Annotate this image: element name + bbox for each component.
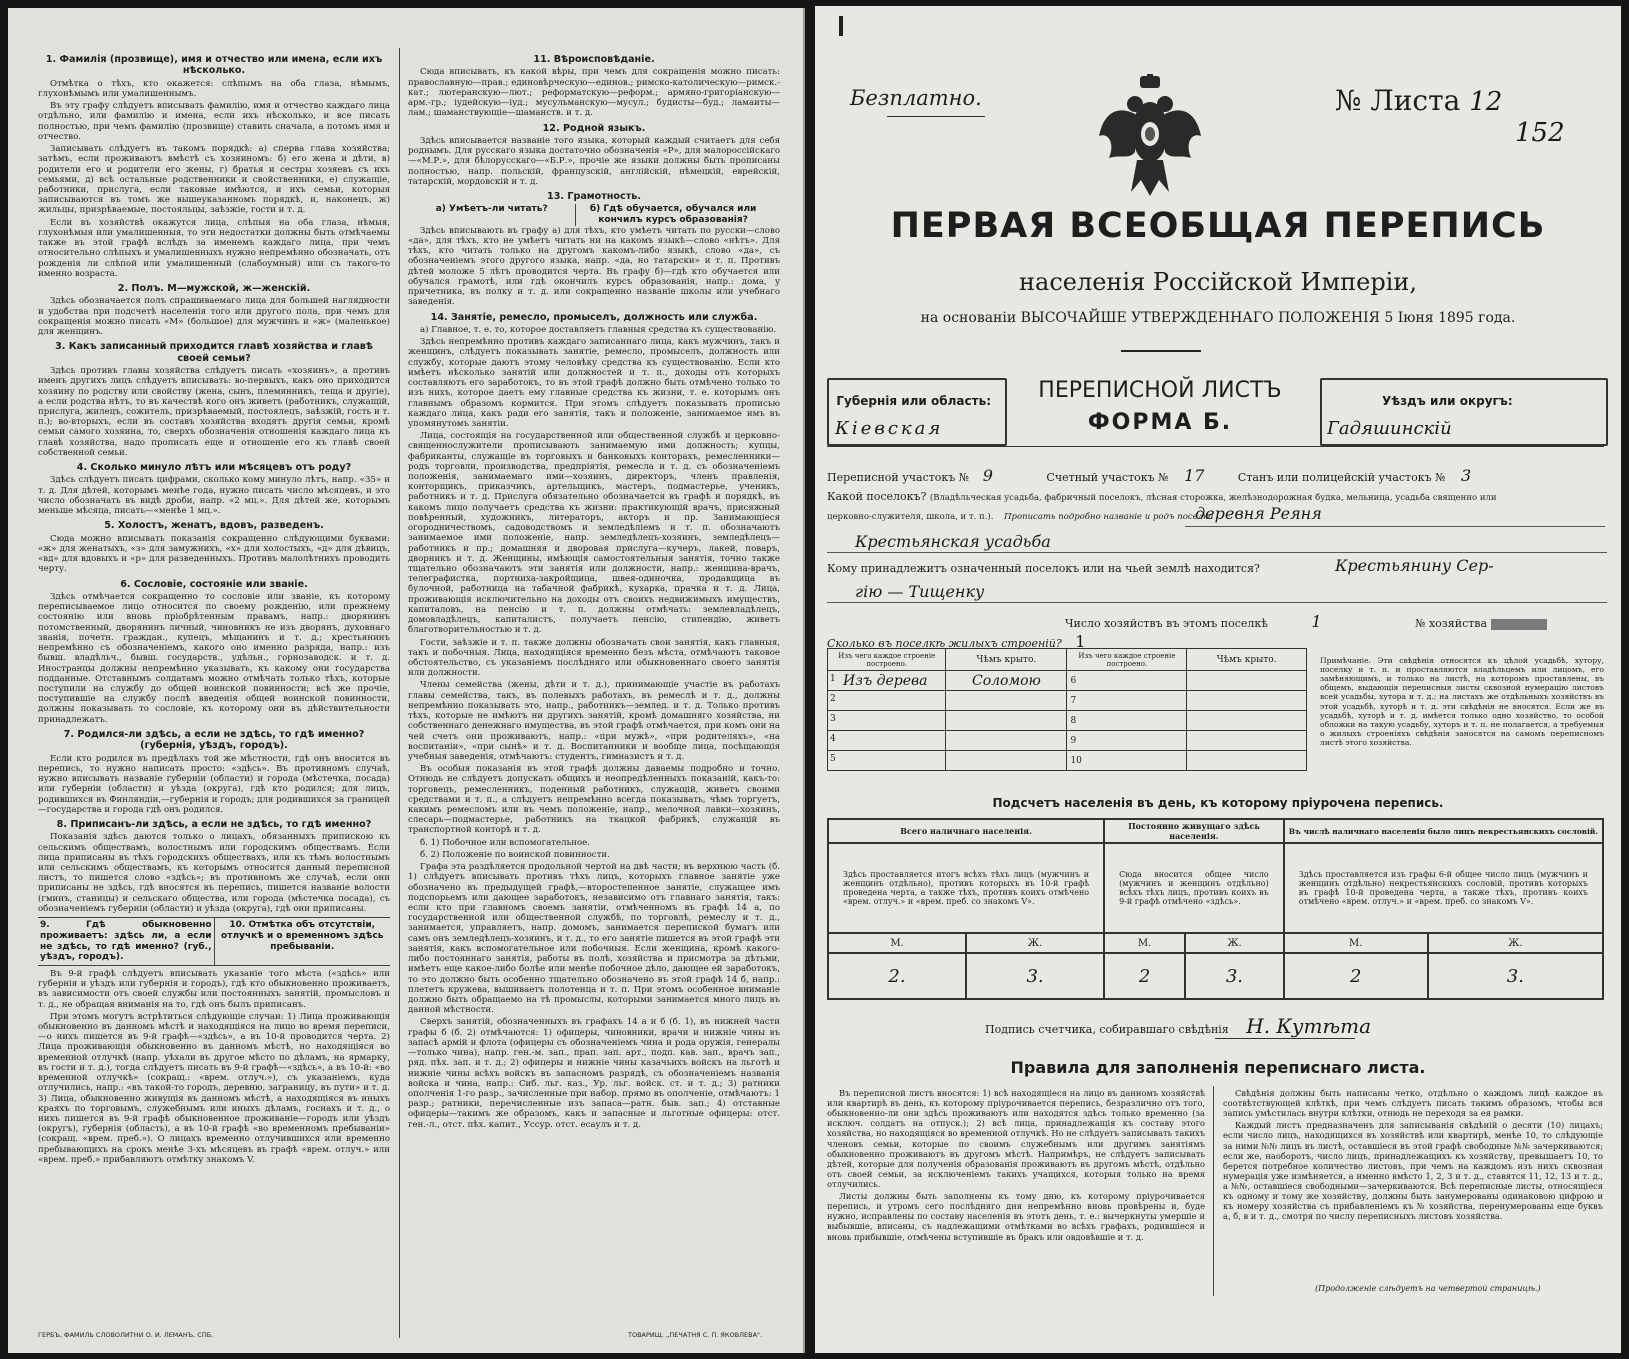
building-material: [828, 751, 946, 771]
rules-paragraph: Свѣдѣнія должны быть написаны четко, отдѣльно о каждомъ лицѣ каждое въ соотвѣтствующей клѣткѣ, при чемъ слѣдуетъ писать такимъ образомъ, чтобы вся запись умѣстилась внутри клѣтки, отнюдь не переходя за ея рамки.: [1223, 1088, 1603, 1119]
instruction-paragraph: Лица, состоящія на государственной или общественной службѣ и церковно-священнослужители прописывають занимаемую ими должность; купцы, фабриканты, служащіе въ торговыхъ и банковыхъ конторахъ, ремесленники—родъ торговли, производства, предпріятія, ремесла и т. д. съ обозначеніемъ положенія, занимаемаго ими—хозяинъ, директоръ, членъ правленія, конторщикъ, приказчикъ, артельщикъ, мастеръ, подмастерье, ученикъ, работникъ и т. д. Прислуга обязательно обозначается въ графѣ и порядкѣ, въ какомъ лицо получаетъ средства къ жизни: практикующій врачъ, присяжный повѣренный, художникъ, литераторъ, акторъ и пр. Занимающіеся огородничествомъ, садоводствомъ и земледѣліемъ и т. п. обозначаютъ занимаемое ими положеніе, напр. земледѣлецъ-хозяинъ, земледѣлецъ—работникъ и пр.; домашняя и дворовая прислуга—кучеръ, лакей, поваръ, дворникъ и т. д. Женщины, имѣющія самостоятельныя занятія, точно также тщательно обозначаютъ эти занятія или должности, напр.: женщина-врачъ, телеграфистка, портниха-закройщица, швея-одиночка, продавщица въ булочной, работница на табачной фабрикѣ, кухарка, прачка и т. д. Лица, проживающія исключительно на доходы отъ своихъ недвижимыхъ имуществъ, капиталовъ, на пенсію и т. п. должны отмѣчать: землевладѣлецъ, домовладѣлецъ, капиталистъ, получаетъ пенсію, стипендію, живетъ благотворительностью и т. д.: [408, 431, 780, 636]
instruction-paragraph: Сверхъ занятій, обозначенныхъ въ графахъ 14 а и б (б. 1), въ нижней части графы б (б. 2) отмѣчаются: 1) офицеры, чиновники, врачи и нижніе чины въ запасѣ армій и флота (офицеры съ обозначеніемъ чина и рода оружія, генералы—только чина), напр. ген.-м. зап., прап. зап. арт., подп. кав. зап., врачъ зап., ряд. пѣх. зап. и т. д.; 2) офицеры и нижніе чины казачьихъ войскъ на льготѣ и нижніе чины всѣхъ войскъ въ запасномъ разрядѣ, съ обозначеніемъ названія войска и чина, напр.: Сиб. льг. каз., Ур. льг. войск. ст. и т. д.; 3) ратники ополченія 1-го разр., зачисленные при набор. прямо въ ополченіе, отмѣчаютъ: 1 разр.; ратники, перечисленные изъ запаса—ратн. быв. зап.; 4) отставные офицеры—такимъ же образомъ, какъ и запасные и льготные офицеры: отст. ген.-л., отст. пѣх. капит., Уссур. отст. есаулъ и т. д.: [408, 1017, 780, 1130]
imprint-right: ТОВАРИЩ. „ПЕЧАТНЯ С. П. ЯКОВЛЕВА".: [628, 1331, 763, 1339]
hh-row: [1065, 612, 1547, 631]
building-material-2: [1067, 731, 1187, 751]
section-heading: 3. Какъ записанный приходится главѣ хозяйства и главѣ своей семьи?: [55, 341, 373, 364]
building-roof-value: [946, 731, 1067, 751]
instruction-paragraph: Здѣсь противъ главы хозяйства слѣдуетъ писать «хозяинъ», а противъ именъ другихъ лицъ слѣдуетъ вписывать: во-первыхъ, какъ оно приходится хозяину по родству или свойству (жена, сынъ, племянникъ, теща и другіе), а если родства нѣтъ, то въ качествѣ кого онъ живетъ (работникъ, служащій, прислуга, жилецъ, сожитель, призрѣваемый, постоялецъ, заѣзжій, гость и т. п.); во-вторыхъ, если въ составъ хозяйства входятъ другія семьи, кромѣ семьи самого хозяина, то, сверхъ обозначенія отношенія каждаго лица къ главѣ хозяйства, надо прописать еще и отношеніе его къ главѣ своей собственной семьи.: [38, 366, 390, 458]
literacy-question-b: б) Гдѣ обучается, обучался или кончилъ курсъ образованія?: [575, 204, 769, 225]
pop-desc-noncrest: Здѣсь проставляется изъ графы 6-й общее число лицъ (мужчинъ и женщинъ отдѣльно) некрестьянскихъ сословій, противъ которыхъ въ графѣ 10-й проведена черта, а также тѣхъ, противъ коихъ отмѣчено «врем. отлуч.» и «врем. преб. со знакомъ V».: [1284, 843, 1603, 933]
uchastok-value: 9: [982, 466, 993, 485]
uchastok-label: Переписной участокъ №: [827, 471, 970, 484]
signature-label: Подпись счетчика, собиравшаго свѣдѣнія: [985, 1023, 1229, 1036]
schetny-value: 17: [1184, 466, 1205, 485]
free-label: Безплатно.: [850, 86, 982, 110]
building-roof-value: [946, 751, 1067, 771]
instruction-paragraph: Здѣсь слѣдуетъ писать цифрами, сколько кому минуло лѣтъ, напр. «35» и т. д. Для дѣтей, которымъ менѣе года, нужно писать число мѣсяцевъ, и это число обозначать въ видѣ дроби, напр. «2 мц.». Для дѣтей же, которымъ меньше мѣсяца, писать—«менѣе 1 мц.».: [38, 475, 390, 517]
poselok-value-2: Крестьянская усадьба: [855, 532, 1051, 551]
section-heading: 1. Фамилія (прозвище), имя и отчество или имена, если ихъ нѣсколько.: [45, 54, 383, 77]
pop-desc-resident: Сюда вносится общее число (мужчинъ и женщинъ отдѣльно) всѣхъ тѣхъ лицъ, противъ коихъ въ 9-й графѣ отмѣчено «здѣсь».: [1104, 843, 1284, 933]
section-heading: 8. Приписанъ-ли здѣсь, а если не здѣсь, то гдѣ именно?: [56, 818, 372, 830]
form-title: ПЕРВАЯ ВСЕОБЩАЯ ПЕРЕПИСЬ: [890, 206, 1546, 246]
section-heading: 2. Полъ. М—мужской, ж—женскій.: [117, 282, 311, 294]
pop-col-resident: Постоянно живущаго здѣсь населенія.: [1104, 819, 1284, 843]
instruction-paragraph: а) Главное, т. е. то, которое доставляетъ главныя средства къ существованію.: [420, 324, 777, 335]
list-title: ПЕРЕПИСНОЙ ЛИСТЪ: [1038, 378, 1282, 403]
building-row: [828, 711, 1307, 731]
instruction-paragraph: Сюда можно вписывать показанія сокращенно слѣдующими буквами: «ж» для женатыхъ, «з» для замужнихъ, «х» для холостыхъ, «д» для дѣвицъ, «вд» для вдовыхъ и «р» для разведенныхъ. Противъ малолѣтнихъ проводить черту.: [38, 533, 390, 575]
instruction-paragraph: При этомъ могутъ встрѣтиться слѣдующіе случаи: 1) Лица проживающія обыкновенно въ данномъ мѣстѣ и находящіяся на лицо во время переписи,—о нихъ пишется въ 9-й графѣ—«здѣсь», а въ 10-й проводится черта. 2) Лица проживающія обыкновенно въ данномъ мѣстѣ, но находящіяся во временной отлучкѣ (напр. уѣхали въ другое мѣсто по дѣламъ, на ярмарку, въ гости и т. д.), тогда слѣдуетъ писать въ 9-й графѣ—«здѣсь», а въ 10-й: «во временной отлучкѣ» (сокращ.: «врем. отлуч.»), съ указаніемъ, куда отлучились, напр.: «въ такой-то городъ, деревню, заграницу, въ пути» и т. д. 3) Лица, обыкновенно живущія въ данномъ мѣстѣ, а находящіяся въ иныхъ краяхъ по торговымъ, служебнымъ или иныхъ дѣламъ, госнахъ и т. д., о нихъ пишется въ 9-й графѣ обыкновенное проживаніе—городъ или уѣздъ (округъ), губернія (область), а въ 10-й графѣ «во временномъ пребываніи» (сокращ. «врем. преб.»). О лицахъ временно отлучившихся или временно пребывающихъ на срокъ менѣе 3-хъ мѣсяцевъ въ графѣ «врем. отлуч.» или «врем. преб.» прибавляютъ отмѣтку знакомъ V.: [38, 1011, 390, 1165]
building-roof-2: [1187, 751, 1307, 771]
building-number-2: 10: [1070, 755, 1082, 766]
pop-col-present: Всего наличнаго населенія.: [828, 819, 1104, 843]
section-heading: 4. Сколько минуло лѣтъ или мѣсяцевъ отъ роду?: [76, 462, 352, 474]
underline: [1185, 526, 1605, 527]
pop-m-1: М.: [828, 933, 966, 953]
hh-number-redacted: [1491, 619, 1547, 630]
building-roof-value: Соломою: [946, 671, 1067, 691]
pop-f-2: Ж.: [1185, 933, 1284, 953]
poselok-label: Какой поселокъ?: [827, 490, 927, 503]
building-number: 4: [830, 734, 836, 744]
building-roof-value: [946, 691, 1067, 711]
building-number: 2: [830, 694, 836, 704]
binding-mark: [839, 16, 843, 36]
rules-column-left: [827, 1088, 1205, 1244]
poselok-row: [827, 490, 1607, 503]
building-roof-2: [1187, 711, 1307, 731]
pop-value-resident-f: 3.: [1185, 953, 1284, 999]
section-heading: 12. Родной языкъ.: [542, 122, 646, 134]
building-number-2: 6: [1070, 675, 1077, 686]
building-material-2: [1067, 711, 1187, 731]
building-roof-value: [946, 711, 1067, 731]
rules-continued: (Продолженіе слѣдуетъ на четвертой страницѣ.): [1315, 1284, 1541, 1293]
owner-value-1: Крестьянину Сер-: [1335, 556, 1494, 575]
poselok-hint: (Владѣльческая усадьба, фабричный поселокъ, лѣсная сторожка, желѣзнодорожная будка, мельница, усадьба священно или: [929, 493, 1497, 503]
owner-label: Кому принадлежитъ означенный поселокъ или на чьей землѣ находится?: [827, 562, 1260, 575]
imperial-eagle-emblem: [1095, 74, 1205, 202]
instructions-column-b: [408, 50, 780, 1132]
population-title: Подсчетъ населенія въ день, къ которому пріурочена перепись.: [992, 796, 1444, 810]
section-heading: 7. Родился-ли здѣсь, а если не здѣсь, то гдѣ именно? (губернія, уѣздъ, городъ).: [63, 728, 365, 752]
instruction-paragraph: Показанія здѣсь даются только о лицахъ, обязанныхъ припискою къ сельскимъ обществамъ, волостнымъ или городскимъ обществамъ. Если лица приписаны въ тѣхъ городскихъ обществахъ, или къ тѣмъ волостнымъ или сельскимъ обществамъ, къ которымъ относится данный переписной листъ, то пишется слово «здѣсь»; въ противномъ же случаѣ, если они приписаны не здѣсь, гдѣ вносятся въ перепись, пишется названіе волости (гминъ, станицы) и сельскаго общества, или города (мѣстечка посада), съ обозначеніемъ губерніи (области) и уѣзда (округа), гдѣ они приписаны.: [38, 832, 390, 914]
bld-col-material: Изъ чего каждое строеніе построено.: [828, 649, 946, 671]
rules-paragraph: Листы должны быть заполнены къ тому дню, къ которому пріурочивается перепись, и утромъ сего послѣдняго дня непремѣнно вновь провѣрены и, буде нужно, исправлены по составу населенія въ этотъ день, т. е.: вычеркнуты умершіе и выбывшіе, вписаны, съ надлежащими отмѣтками во всѣхъ графахъ, родившіеся и вновь прибывшіе, отмѣчены вступившіе въ бракъ или овдовѣвшіе и т. д.: [827, 1191, 1205, 1242]
instruction-paragraph: Записывать слѣдуетъ въ такомъ порядкѣ: а) сперва глава хозяйства; затѣмъ, если проживаютъ вмѣстѣ съ хозяиномъ: б) его жена и дѣти, в) родители его и родители его жены, г) братья и сестры хозяевъ съ ихъ семьями, д) всѣ остальные родственники и свойственники, е) служащіе, работники, прислуга, если таковые имѣются, и ихъ семьи, которыя записываются въ томъ же вышеуказанномъ порядкѣ, и, наконецъ, ж) жильцы, призрѣваемые, постояльцы, заѣзжіе, гости и т. д.: [38, 144, 390, 216]
building-row: [828, 751, 1307, 771]
form-basis: на основаніи ВЫСОЧАЙШЕ УТВЕРЖДЕННАГО ПОЛОЖЕНІЯ 5 Іюня 1895 года.: [920, 310, 1516, 326]
sheet-number-label: [1335, 84, 1502, 117]
rules-divider: [1213, 1086, 1214, 1296]
literacy-question-a: а) Умѣетъ-ли читать?: [435, 204, 548, 215]
building-material: [828, 671, 946, 691]
instruction-paragraph: б. 1) Побочное или вспомогательное.: [420, 837, 590, 848]
pop-col-noncrest: Въ числѣ наличнаго населенія было лицъ некрестьянскихъ сословій.: [1284, 819, 1603, 843]
building-row: [828, 671, 1307, 691]
section-heading: 14. Занятіе, ремесло, промыселъ, должность или служба.: [430, 311, 758, 323]
instruction-paragraph: Члены семейства (жены, дѣти и т. д.), принимающіе участіе въ работахъ главы семейства, такъ, въ полевыхъ работахъ, въ ремеслѣ и т. д., должны непремѣнно показывать это, напр., работникъ—землед. и т. д. Только противъ тѣхъ, которые не имѣютъ ни другихъ занятій, кромѣ домашняго хозяйства, ни собственнаго денежнаго имущества, въ этой графѣ отмѣчается, при комъ они на чей счетъ они проживаютъ, напр.: «при мужѣ», «при родителяхъ», «на воспитаніи», «при сынѣ» и т. д. Воспитанники и вообще лица, посѣщающія учебныя заведенія, отмѣчаютъ: студентъ, гимназистъ и т. д.: [408, 680, 780, 762]
instruction-paragraph: Здѣсь вписывается названіе того языка, который каждый считаетъ для себя роднымъ. Для русскаго языка достаточно обозначенія «Р», для малороссійскаго—«М.Р.», для бѣлорусскаго—«Б.Р.», прочіе же языки должны быть прописаны полностью, напр. польскій, французскій, англійскій, нѣмецкій, еврейскій, татарскій, мордовскій и т. д.: [408, 135, 780, 187]
rules-paragraph: Въ переписной листъ вносятся: 1) всѣ находящіеся на лицо въ данномъ хозяйствѣ или квартирѣ въ день, къ которому пріурочивается перепись, безразлично отъ того, обыкновенно-ли они здѣсь проживаютъ или находятся здѣсь только временно (за исключ. солдатъ на отпуск.); 2) всѣ лица, принадлежащія къ составу этого хозяйства, но находящіяся во временной отлучкѣ. Но не слѣдуетъ записывать такихъ членовъ семьи, которые по своимъ служебнымъ или другимъ занятіямъ обыкновенно проживаютъ въ другомъ мѣстѣ. Напримѣръ, не слѣдуетъ записывать дѣтей, которые для полученія образованія проживаютъ въ другомъ мѣстѣ, отдѣльно отъ своей семьи, за исключеніемъ такихъ учащихся, которыя только на время отлучились.: [827, 1088, 1205, 1189]
instruction-paragraph: Въ эту графу слѣдуетъ вписывать фамилію, имя и отчество каждаго лица отдѣльно, или фамилію и имена, если ихъ нѣсколько, и все писать полностью, при чемъ фамилію (прозвище) ставить сначала, а потомъ имя и отчество.: [38, 101, 390, 142]
pop-value-resident-m: 2: [1104, 953, 1185, 999]
poselok-hint-row: [827, 512, 1213, 522]
sheet-label: № Листа: [1335, 84, 1461, 117]
section-heading: 13. Грамотность.: [547, 191, 641, 202]
rules-paragraph: Каждый листъ предназначенъ для записыванія свѣдѣній о десяти (10) лицахъ; если число лицъ, находящихся въ хозяйствѣ или квартирѣ, менѣе 10, то слѣдующіе за ними №№ лицъ въ листѣ, оставшіеся въ этой графѣ свободные №№ зачеркиваются; если же, наоборотъ, число лицъ, принадлежащихъ къ хозяйству, превышаетъ 10, то берется потребное количество листовъ, при чемъ на каждомъ изъ нихъ сквозная нумерація уже измѣняется, а именно вмѣсто 1, 2, 3 и т. д., ставятся 11, 12, 13 и т. д., а №№, оставшіеся свободными—зачеркиваются. Всѣ переписные листы, относящіеся къ одному и тому же хозяйству, должны быть занумерованы одинаковою цифрою и къ номеру хозяйства съ прибавленіемъ къ № хозяйства, перенумерованы еще буквъ а, б, в и т. д., смотря по числу переписныхъ листовъ хозяйства.: [1223, 1120, 1603, 1222]
uezd-label: Уѣздъ или округъ:: [1382, 394, 1513, 408]
building-material: [828, 731, 946, 751]
buildings-note: Примѣчаніе. Эти свѣдѣнія относятся къ цѣлой усадьбѣ, хутору, поселку и т. п. и проставляются владѣльцемъ или лицомъ, его замѣняющимъ, и только на листѣ, на которомъ проставлены, въ общемъ, выдающія переписныя листы сквозной нумерацію листовъ всей усадьбы, хутора и т. д.; на листахъ же отдѣльныхъ хозяйствъ въ этой усадьбѣ, хуторѣ и т. д. эти свѣдѣнія не вносятся. Если же въ усадьбѣ, хуторѣ и т. д. имѣется только одно хозяйство, то особой обложки на такую усадьбу, хуторъ и т. п. не полагается, а требуемыя о жилыхъ строеніяхъ свѣдѣнія заносятся на самомъ переписномъ листѣ этого хозяйства.: [1320, 656, 1604, 747]
building-number-2: 7: [1070, 695, 1077, 706]
uchastok-row: [827, 466, 1471, 485]
pop-m-3: М.: [1284, 933, 1428, 953]
building-material-2: [1067, 671, 1187, 691]
building-number-2: 9: [1070, 735, 1077, 746]
building-material-value: Изъ дерева: [843, 672, 928, 689]
uezd-value: Гадяшинскій: [1327, 418, 1452, 439]
hh-label: Число хозяйствъ въ этомъ поселкѣ: [1065, 617, 1268, 630]
building-number-2: 8: [1070, 715, 1077, 726]
building-row: [828, 691, 1307, 711]
hh-number-label: № хозяйства: [1415, 617, 1488, 630]
bld-col-material-2: Изъ чего каждое строеніе построено.: [1067, 649, 1187, 671]
building-roof-2: [1187, 731, 1307, 751]
section-heading: 5. Холостъ, женатъ, вдовъ, разведенъ.: [104, 520, 324, 532]
instruction-paragraph: Сюда вписывать, къ какой вѣры, при чемъ для сокращенія можно писать: православную—прав.; единовѣрческую—единов.; римско-католическую—римск.-кат.; лютеранскую—лют.; реформатскую—реформ.; армяно-григоріанскую—арм.-гр.; іудейскую—іуд.; мусульманскую—мусул.; будисты—буд.; ламаиты—лам.; шаманствующіе—шаманств. и т. д.: [408, 67, 780, 119]
instruction-paragraph: Если въ хозяйствѣ окажутся лица, слѣпыя на оба глаза, нѣмыя, глухонѣмыя или умалишенныя, то эти недостатки должны быть отмѣчаемы также въ этой графѣ вслѣдъ за именемъ каждаго лица, при чемъ относительно слѣпыхъ и умалишенныхъ нужно непремѣнно обозначать, отъ рожденія ли слѣпой или умалишенный (слабоумный) или съ такого-то именно возраста.: [38, 217, 390, 279]
signature-row: [985, 1014, 1371, 1038]
instruction-paragraph: Гости, заѣзжіе и т. п. также должны обозначать свои занятія, какъ главныя, такъ и побочныя. Лица, находящіяся временно безъ мѣста, отмѣчаютъ таковое обстоятельство, съ указаніемъ послѣдняго или обыкновеннаго своего занятія или должности.: [408, 637, 780, 679]
schetny-label: Счетный участокъ №: [1046, 471, 1169, 484]
instruction-paragraph: Здѣсь непремѣнно противъ каждаго записаннаго лица, какъ мужчинъ, такъ и женщинъ, слѣдуетъ показывать занятіе, ремесло, промыселъ, должность или службу, которые даютъ этому человѣку средства къ существованію. Если кто имѣетъ нѣсколько занятій или должностей и т. п., доходы отъ которыхъ составляютъ его заработокъ, то въ этой графѣ должно быть отмѣчено только то изъ нихъ, которое даетъ ему главные средства къ жизни, т. е. которымъ онъ главнымъ образомъ кормится. При этомъ слѣдуетъ показывать прописью каждаго лица, какъ ради его занятія, такъ и положеніе, занимаемое имъ въ упомянутомъ занятіи.: [408, 337, 780, 429]
gubernia-label: Губернія или область:: [836, 394, 991, 408]
header-rule: [827, 446, 1604, 447]
form-b-title: ФОРМА Б.: [1087, 410, 1233, 435]
poselok-value-1: деревня Реяня: [1195, 504, 1322, 523]
instruction-paragraph: Здѣсь отмѣчается сокращенно то сословіе или званіе, къ которому переписываемое лицо относится по своему рожденію, или прежнему состоянію или вновь пріобрѣтенным правамъ, напр.: дворянинъ потомственный, дворянинъ личный, чиновникъ не изъ дворянъ, духовнаго званія, почетн. граждан., купецъ, мѣщанинъ и т. д.; крестьянинъ непремѣнно съ обозначеніемъ, какого оно именно разряда, напр.: изъ бывш. владѣльч., бывш. государств., удѣльн., горнозаводск. и т. д. Иностранцы должны непремѣнно указывать, къ какому они государства подданные. Отставнымъ солдатамъ можно отмѣчать только тѣхъ, которые поступили на службу до общей воинской повинности; всѣ же прочіе, поступившіе на службу послѣ введенія общей воинской повинности, должны показывать то сословіе, къ которому они въ дѣйствительности принадлежатъ.: [38, 592, 390, 725]
buildings-table: [827, 648, 1307, 771]
instruction-paragraph: Если кто родился въ предѣлахъ той же мѣстности, гдѣ онъ вносится въ перепись, то нужно написать просто: «здѣсь». Въ противномъ случаѣ, нужно вписывать названіе губерніи (области) и города (мѣстечка, посада) или губерніи (области) и уѣзда (округа), гдѣ кто родился; для лицъ, родившихся въ Финляндіи,—губернія и городъ; для родившихся за границей—государства и города гдѣ онъ родился.: [38, 753, 390, 815]
stan-value: 3: [1460, 466, 1472, 485]
sheet-number-handwritten: 152: [1515, 118, 1565, 148]
underline: [827, 552, 1607, 553]
building-number: 3: [830, 714, 836, 724]
stan-label: Станъ или полицейскій участокъ №: [1237, 471, 1446, 484]
census-form-page: [815, 6, 1621, 1353]
signature-value: Н. Кутѣта: [1246, 1014, 1371, 1038]
column-divider: [399, 48, 400, 1338]
building-material: [828, 691, 946, 711]
pop-value-noncrest-m: 2: [1284, 953, 1428, 999]
building-row: [828, 731, 1307, 751]
question-10: 10. Отмѣтка объ отсутствіи, отлучкѣ и о временномъ здѣсь пребываніи.: [214, 918, 391, 965]
instruction-paragraph: Здѣсь обозначается полъ спрашиваемаго лица для большей наглядности и удобства при подсчетѣ населенія того или другого пола, при чемъ для сокращенія можно писать «М» (большое) для мужчинъ и «ж» (маленькое) для женщинъ.: [38, 296, 390, 338]
form-subtitle: населенія Россійской Имперіи,: [1019, 268, 1417, 296]
rules-title: Правила для заполненія переписнаго листа.: [1010, 1058, 1426, 1077]
section-heading: 6. Сословіе, состояніе или званіе.: [120, 578, 308, 590]
signature-line: [1215, 1038, 1355, 1039]
instruction-paragraph: Графа эта раздѣляется продольной чертой на двѣ части; въ верхнюю часть (б. 1) слѣдуетъ вписывать противъ тѣхъ лицъ, которыхъ главное занятіе уже обозначено въ предыдущей графѣ,—второстепенное занятіе, служащее имъ подспорьемъ или дающее заработокъ, независимо отъ главнаго занятія, такъ: если кто при главномъ своемъ занятіи, отмѣченномъ въ графѣ 14 а, по государственной или общественной службѣ, по торговлѣ, ремеслу и т. д., занимается, управляетъ, напр. домомъ, занимается перепиской бумагъ или самъ онъ земледѣлецъ-хозяинъ, и т. д., то его занятіе пишется въ этой графѣ эти занятія, какъ вспомогательное или побочныя. Если женщина, кромѣ какого-либо постояннаго занятія, работы въ полѣ, хозяйства и присмотра за дѣтьми, имѣетъ еще какое-либо болѣе или менѣе побочное дѣло, дающее ей заработокъ, то это должно быть особенно тщательно обозначено въ этой графѣ 14 б, напр.: плететъ кружева, вышиваетъ полотенца и т. п. При этомъ особенное вниманіе должно быть обращаемо на тѣ промыслы, которыми занимается много лицъ въ данной мѣстности.: [408, 862, 780, 1016]
pop-value-noncrest-f: 3.: [1428, 953, 1603, 999]
instruction-paragraph: б. 2) Положеніе по воинской повинности.: [420, 849, 610, 860]
building-roof-2: [1187, 691, 1307, 711]
building-material-2: [1067, 751, 1187, 771]
instruction-paragraph: Отмѣтка о тѣхъ, кто окажется: слѣпымъ на оба глаза, нѣмымъ, глухонѣмымъ или умалишеннымъ.: [38, 78, 390, 100]
free-underline: [887, 116, 985, 117]
instruction-paragraph: Въ особыя показанія въ этой графѣ должны даваемы подробно и точно. Отнюдь не слѣдуетъ допускать общихъ и неопредѣленныхъ показаній, какъ-то: торговецъ, ремесленникъ, поденный работникъ, служащій, живетъ своими средствами и т. п., а слѣдуетъ непремѣнно всегда показывать, чѣмъ торгуетъ, какимъ ремесломъ или въ чемъ положеніе, напр., мелочной лавки—хозяинъ, слесарь—подмастерье, работникъ на ткацкой фабрикѣ, служащій въ транспортной конторѣ и т. д.: [408, 764, 780, 836]
bld-value: 1: [1075, 632, 1086, 651]
instructions-page: [8, 8, 805, 1353]
instruction-paragraph: Здѣсь вписывають въ графу а) для тѣхъ, кто умѣетъ читать по русски—слово «да», для тѣхъ, кто не умѣетъ читать ни на какомъ языкѣ—слово «нѣтъ». Для тѣхъ, кто читать только на другомъ какомъ-либо языкѣ, слово «да», съ обозначеніемъ этого другого языка, напр. «да, но татарски» и т. п. Противъ дѣтей моложе 5 лѣтъ проводится черта. Въ графу б)—гдѣ кто обучается или обучался грамотѣ, или гдѣ окончилъ курсъ образованія, напр.: дома, у причетника, въ полку и т. д. или сокращенно названіе школы или учебнаго заведенія.: [408, 225, 780, 308]
instructions-column-a: [38, 50, 390, 1167]
section-heading: 11. Вѣроисповѣданіе.: [533, 54, 655, 65]
building-roof-2: [1187, 671, 1307, 691]
rules-column-right: [1223, 1088, 1603, 1223]
sheet-number: 12: [1469, 87, 1503, 117]
hh-value: 1: [1311, 612, 1322, 631]
gubernia-value: Кіевская: [835, 418, 944, 439]
pop-desc-present: Здѣсь проставляется итогъ всѣхъ тѣхъ лицъ (мужчинъ и женщинъ отдѣльно), противъ которыхъ въ 10-й графѣ проведена черта, а также тѣхъ, противъ коихъ отмѣчено «врем. отлуч.» и «врем. преб. со знакомъ V».: [828, 843, 1104, 933]
poselok-hint2: церковно-служителя, школа, и т. п.).: [827, 512, 994, 522]
bld-col-roof-2: Чѣмъ крыто.: [1187, 649, 1307, 671]
pop-f-1: Ж.: [966, 933, 1104, 953]
question-9: 9. Гдѣ обыкновенно проживаетъ: здѣсь ли, а если не здѣсь, то гдѣ именно? (губ., уѣздъ, городъ).: [40, 920, 212, 963]
poselok-hint3: Прописать подробно названіе и родъ поселка: [1004, 512, 1214, 522]
underline: [827, 602, 1607, 603]
instruction-paragraph: Въ 9-й графѣ слѣдуетъ вписывать указаніе того мѣста («здѣсь» или губернія и уѣздъ или губернія и городъ), гдѣ кто обыкновенно проживаетъ, въ зависимости отъ своей службы или постоянныхъ занятій, промысловъ и т. д., не обращая вниманія на то, гдѣ онъ былъ приписанъ.: [38, 968, 390, 1010]
population-table: [827, 818, 1604, 1000]
pop-value-present-m: 2.: [828, 953, 966, 999]
bld-col-roof: Чѣмъ крыто.: [946, 649, 1067, 671]
building-material: [828, 711, 946, 731]
owner-value-2: гію — Тищенку: [855, 582, 985, 601]
pop-f-3: Ж.: [1428, 933, 1603, 953]
divider: [1121, 350, 1201, 352]
pop-m-2: М.: [1104, 933, 1185, 953]
building-material-2: [1067, 691, 1187, 711]
imprint-left: ГЕРБЪ, ФАМИЛЬ СЛОВОЛИТНИ О. И. ЛЕМАНЪ, СПБ.: [38, 1331, 214, 1339]
bld-label: Сколько въ поселкѣ жилыхъ строеній?: [827, 637, 1062, 650]
building-number: 5: [830, 754, 836, 764]
building-number: 1: [830, 674, 836, 684]
pop-value-present-f: 3.: [966, 953, 1104, 999]
questions-9-10: [38, 917, 390, 966]
